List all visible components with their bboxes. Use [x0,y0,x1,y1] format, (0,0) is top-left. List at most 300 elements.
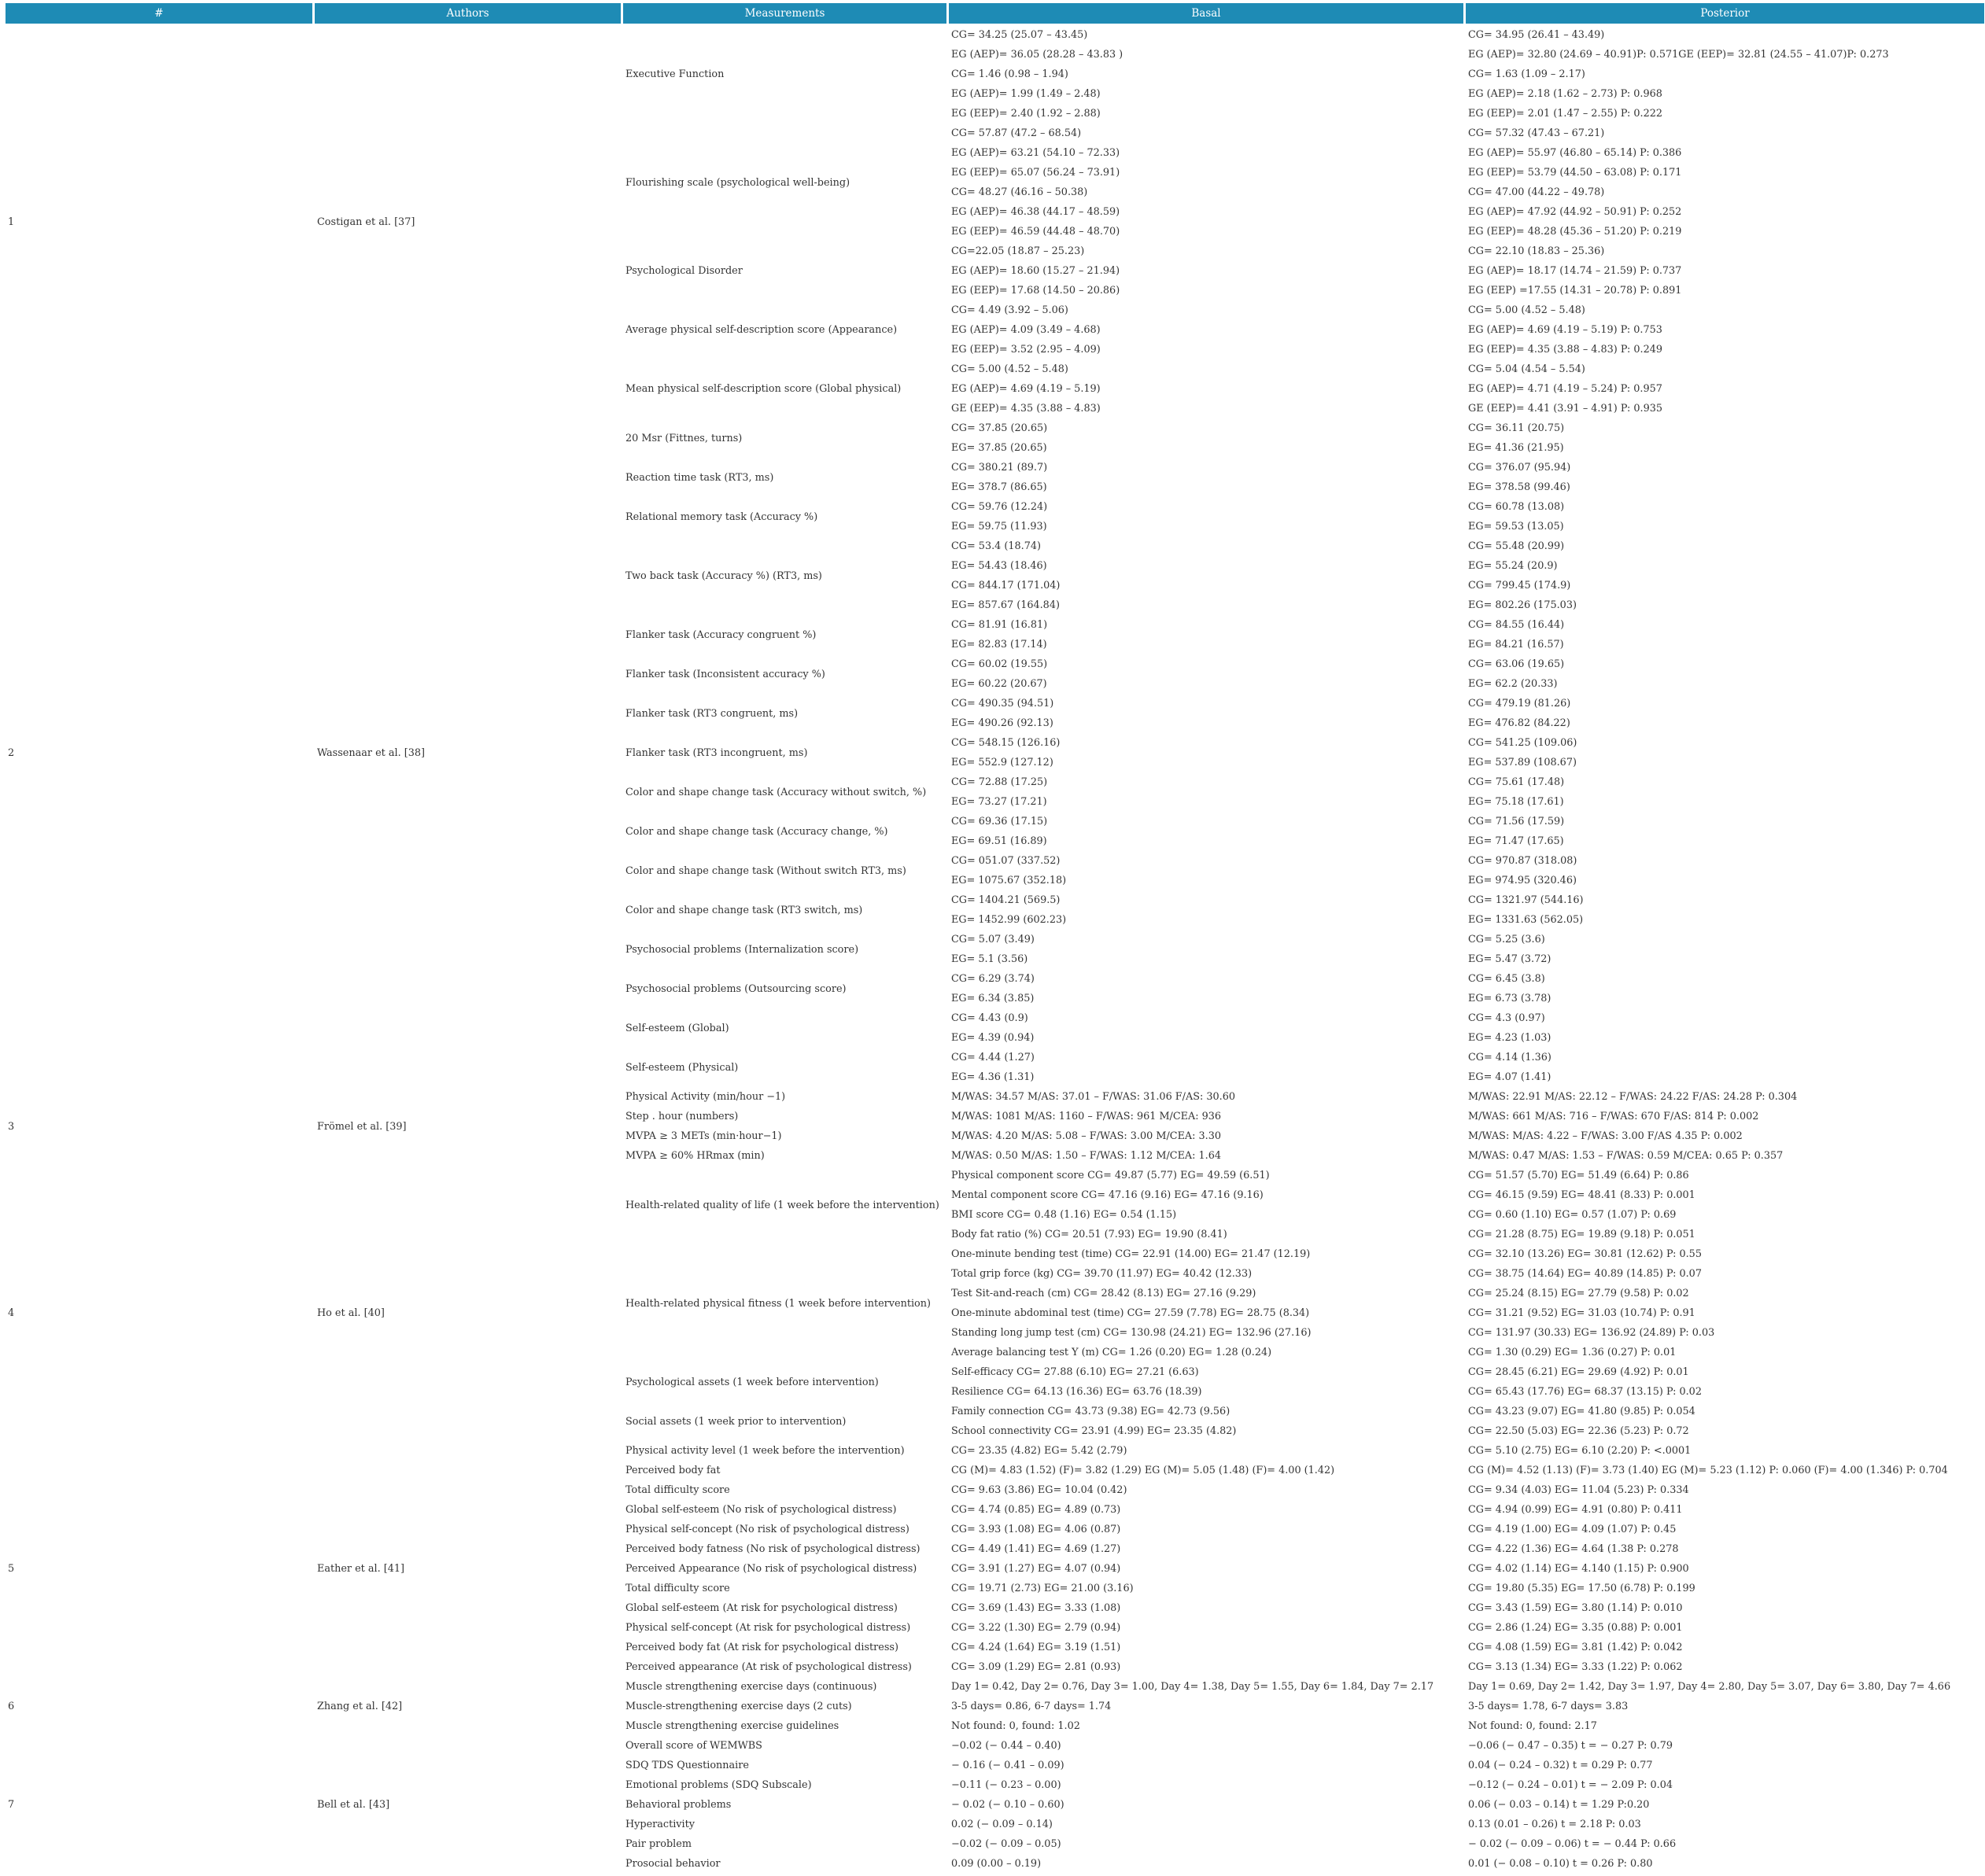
posterior-value-line: −0.06 (− 0.47 – 0.35) t = − 0.27 P: 0.79 [1468,1740,1673,1752]
posterior-cell [1466,123,1984,241]
basal-cell [949,123,1463,241]
posterior-value-line: M/WAS: 22.91 M/AS: 22.12 – F/WAS: 24.22 F/AS: 24.28 P: 0.304 [1468,1091,1798,1103]
basal-value-line: M/WAS: 4.20 M/AS: 5.08 – F/WAS: 3.00 M/CEA: 3.30 [951,1130,1222,1142]
basal-value-line: CG= 34.25 (25.07 – 43.45) [951,29,1088,41]
posterior-cell [1466,1697,1984,1716]
posterior-value-line: EG= 537.89 (108.67) [1468,757,1577,768]
study-number: 3 [8,1120,15,1133]
posterior-value-line: 0.06 (− 0.03 – 0.14) t = 1.29 P:0.20 [1468,1799,1650,1811]
header-row [6,3,1984,25]
basal-value-line: CG= 5.07 (3.49) [951,934,1035,945]
posterior-value-line: CG= 479.19 (81.26) [1468,698,1571,709]
posterior-cell [1466,1500,1984,1520]
basal-value-line: EG= 60.22 (20.67) [951,678,1047,690]
posterior-cell [1466,418,1984,458]
basal-cell [949,1500,1463,1520]
posterior-value-line: CG= 9.34 (4.03) EG= 11.04 (5.23) P: 0.334 [1468,1484,1689,1496]
posterior-cell [1466,890,1984,930]
posterior-value-line: EG= 71.47 (17.65) [1468,835,1564,847]
posterior-value-line: CG= 5.10 (2.75) EG= 6.10 (2.20) P: <.0001 [1468,1445,1692,1457]
posterior-value-line: M/WAS: M/AS: 4.22 – F/WAS: 3.00 F/AS 4.35 P: 0.002 [1468,1130,1743,1142]
posterior-cell [1466,1107,1984,1126]
posterior-value-line: EG= 802.26 (175.03) [1468,599,1577,611]
basal-value-line: CG= 23.35 (4.82) EG= 5.42 (2.79) [951,1445,1127,1457]
posterior-cell [1466,1402,1984,1441]
measurement-cell: Step . hour (numbers) [625,1111,739,1122]
measurement-cell: Perceived body fatness (No risk of psychological distress) [625,1543,921,1555]
posterior-value-line: CG= 22.50 (5.03) EG= 22.36 (5.23) P: 0.72 [1468,1425,1689,1437]
basal-cell [949,930,1463,969]
basal-cell [949,1756,1463,1775]
basal-cell [949,1716,1463,1736]
posterior-value-line: CG= 57.32 (47.43 – 67.21) [1468,127,1605,139]
posterior-cell [1466,969,1984,1008]
posterior-value-line: EG= 476.82 (84.22) [1468,717,1570,729]
posterior-cell [1466,851,1984,890]
posterior-cell [1466,1815,1984,1834]
basal-value-line: EG= 490.26 (92.13) [951,717,1053,729]
basal-cell [949,1461,1463,1480]
basal-cell [949,1048,1463,1087]
measurement-cell: Psychosocial problems (Outsourcing score) [625,982,847,995]
posterior-value-line: CG= 4.3 (0.97) [1468,1012,1545,1024]
study-number: 5 [8,1563,15,1575]
posterior-cell [1466,1598,1984,1618]
posterior-value-line: CG= 376.07 (95.94) [1468,462,1571,474]
posterior-value-line: CG= 19.80 (5.35) EG= 17.50 (6.78) P: 0.199 [1468,1583,1695,1594]
posterior-value-line: EG= 378.58 (99.46) [1468,481,1570,493]
posterior-cell [1466,1854,1984,1874]
basal-value-line: EG= 4.36 (1.31) [951,1071,1035,1083]
measurement-cell: Mean physical self-description score (Global physical) [625,383,902,395]
posterior-cell [1466,536,1984,615]
posterior-value-line: EG (AEP)= 2.18 (1.62 – 2.73) P: 0.968 [1468,88,1662,100]
posterior-value-line: 0.04 (− 0.24 – 0.32) t = 0.29 P: 0.77 [1468,1760,1653,1771]
posterior-value-line: EG (EEP)= 53.79 (44.50 – 63.08) P: 0.171 [1468,167,1682,179]
posterior-cell [1466,930,1984,969]
measurement-cell: Two back task (Accuracy %) (RT3, ms) [625,569,822,582]
basal-value-line: EG (EEP)= 65.07 (56.24 – 73.91) [951,167,1120,179]
basal-value-line: CG= 380.21 (89.7) [951,462,1048,474]
basal-value-line: CG= 3.09 (1.29) EG= 2.81 (0.93) [951,1661,1121,1673]
measurement-cell: 20 Msr (Fittnes, turns) [625,432,743,444]
posterior-cell [1466,1244,1984,1362]
table-body [6,25,1984,1874]
table-row [6,418,1984,458]
posterior-cell [1466,1618,1984,1638]
measurement-cell: Flanker task (Accuracy congruent %) [625,628,817,641]
measurement-cell: Relational memory task (Accuracy %) [625,510,818,523]
posterior-cell [1466,1048,1984,1087]
basal-value-line: CG= 548.15 (126.16) [951,737,1061,749]
posterior-cell [1466,1834,1984,1854]
header-basal: Basal [949,3,1463,25]
posterior-value-line: EG= 6.73 (3.78) [1468,993,1551,1004]
basal-value-line: − 0.02 (− 0.10 – 0.60) [951,1799,1064,1811]
posterior-value-line: CG= 4.19 (1.00) EG= 4.09 (1.07) P: 0.45 [1468,1524,1677,1535]
basal-value-line: EG (AEP)= 46.38 (44.17 – 48.59) [951,206,1120,218]
posterior-cell [1466,1539,1984,1559]
posterior-cell [1466,1126,1984,1146]
basal-value-line: CG= 3.93 (1.08) EG= 4.06 (0.87) [951,1524,1121,1535]
basal-value-line: EG= 1075.67 (352.18) [951,875,1067,886]
basal-value-line: CG= 4.74 (0.85) EG= 4.89 (0.73) [951,1504,1121,1516]
posterior-value-line: CG= 34.95 (26.41 – 43.49) [1468,29,1605,41]
posterior-value-line: CG= 63.06 (19.65) [1468,658,1565,670]
study-number: 7 [8,1799,15,1811]
posterior-value-line: CG= 84.55 (16.44) [1468,619,1565,631]
measurement-cell: Color and shape change task (Accuracy change, %) [625,825,888,838]
posterior-value-line: M/WAS: 661 M/AS: 716 – F/WAS: 670 F/AS: 814 P: 0.002 [1468,1111,1759,1122]
basal-value-line: EG (AEP)= 36.05 (28.28 – 43.83 ) [951,49,1123,61]
basal-value-line: EG= 69.51 (16.89) [951,835,1047,847]
basal-value-line: CG= 57.87 (47.2 – 68.54) [951,127,1082,139]
basal-value-line: CG= 37.85 (20.65) [951,422,1048,434]
posterior-value-line: −0.12 (− 0.24 – 0.01) t = − 2.09 P: 0.04 [1468,1779,1673,1791]
measurement-cell: Reaction time task (RT3, ms) [625,471,774,484]
table-row [6,1677,1984,1697]
basal-value-line: EG= 37.85 (20.65) [951,442,1047,454]
basal-cell [949,1166,1463,1244]
posterior-cell [1466,694,1984,733]
measurement-cell: Self-esteem (Physical) [625,1061,739,1074]
basal-cell [949,1539,1463,1559]
basal-value-line: CG (M)= 4.83 (1.52) (F)= 3.82 (1.29) EG (M)= 5.05 (1.48) (F)= 4.00 (1.42) [951,1465,1335,1476]
posterior-value-line: EG= 41.36 (21.95) [1468,442,1564,454]
posterior-cell [1466,1657,1984,1677]
basal-cell [949,1520,1463,1539]
posterior-value-line: EG= 1331.63 (562.05) [1468,914,1584,926]
basal-cell [949,969,1463,1008]
basal-cell [949,536,1463,615]
posterior-cell [1466,497,1984,536]
basal-cell [949,25,1463,123]
posterior-value-line: CG= 4.22 (1.36) EG= 4.64 (1.38 P: 0.278 [1468,1543,1679,1555]
posterior-value-line: CG= 0.60 (1.10) EG= 0.57 (1.07) P: 0.69 [1468,1209,1677,1221]
basal-value-line: EG= 857.67 (164.84) [951,599,1060,611]
posterior-cell [1466,812,1984,851]
posterior-cell [1466,1461,1984,1480]
basal-value-line: Physical component score CG= 49.87 (5.77) EG= 49.59 (6.51) [951,1170,1270,1181]
posterior-value-line: CG= 5.25 (3.6) [1468,934,1545,945]
basal-value-line: CG= 69.36 (17.15) [951,816,1048,827]
posterior-cell [1466,1520,1984,1539]
basal-value-line: CG= 4.43 (0.9) [951,1012,1028,1024]
posterior-cell [1466,1559,1984,1579]
basal-cell [949,1815,1463,1834]
basal-cell [949,300,1463,359]
basal-value-line: −0.11 (− 0.23 – 0.00) [951,1779,1061,1791]
measurement-cell: Health-related quality of life (1 week before the intervention) [625,1199,939,1211]
posterior-value-line: CG= 4.08 (1.59) EG= 3.81 (1.42) P: 0.042 [1468,1642,1683,1653]
posterior-value-line: Day 1= 0.69, Day 2= 1.42, Day 3= 1.97, Day 4= 2.80, Day 5= 3.07, Day 6= 3.80, Day 7= 4.66 [1468,1681,1951,1693]
basal-cell [949,418,1463,458]
basal-cell [949,1146,1463,1166]
posterior-value-line: EG (AEP)= 4.69 (4.19 – 5.19) P: 0.753 [1468,324,1662,336]
posterior-value-line: EG (AEP)= 4.71 (4.19 – 5.24) P: 0.957 [1468,383,1662,395]
posterior-value-line: CG= 131.97 (30.33) EG= 136.92 (24.89) P: 0.03 [1468,1327,1715,1339]
posterior-value-line: EG= 4.23 (1.03) [1468,1032,1551,1044]
posterior-value-line: CG= 36.11 (20.75) [1468,422,1565,434]
basal-value-line: Average balancing test Y (m) CG= 1.26 (0.20) EG= 1.28 (0.24) [951,1347,1272,1358]
basal-value-line: CG= 81.91 (16.81) [951,619,1048,631]
measurement-cell: Muscle strengthening exercise guidelines [625,1720,839,1732]
posterior-value-line: CG= 51.57 (5.70) EG= 51.49 (6.64) P: 0.86 [1468,1170,1689,1181]
basal-cell [949,1618,1463,1638]
basal-cell [949,497,1463,536]
measurement-cell: Color and shape change task (Without switch RT3, ms) [625,864,906,877]
basal-value-line: M/WAS: 0.50 M/AS: 1.50 – F/WAS: 1.12 M/CEA: 1.64 [951,1150,1222,1162]
posterior-cell [1466,1775,1984,1795]
study-number: 4 [8,1307,15,1319]
basal-value-line: M/WAS: 1081 M/AS: 1160 – F/WAS: 961 M/CEA: 936 [951,1111,1222,1122]
basal-cell [949,1008,1463,1048]
basal-value-line: Family connection CG= 43.73 (9.38) EG= 42.73 (9.56) [951,1406,1230,1417]
basal-value-line: EG (EEP)= 46.59 (44.48 – 48.70) [951,226,1120,238]
basal-value-line: CG= 1404.21 (569.5) [951,894,1061,906]
basal-value-line: EG= 54.43 (18.46) [951,560,1047,572]
measurement-cell: Flanker task (RT3 congruent, ms) [625,707,799,720]
measurement-cell: Perceived body fat [625,1465,721,1476]
basal-cell [949,458,1463,497]
basal-value-line: Total grip force (kg) CG= 39.70 (11.97) EG= 40.42 (12.33) [951,1268,1253,1280]
table-row [6,1087,1984,1107]
posterior-cell [1466,733,1984,772]
basal-cell [949,1795,1463,1815]
basal-value-line: EG= 552.9 (127.12) [951,757,1053,768]
header-posterior: Posterior [1466,3,1984,25]
posterior-value-line: CG= 1.63 (1.09 – 2.17) [1468,68,1585,80]
posterior-value-line: − 0.02 (− 0.09 – 0.06) t = − 0.44 P: 0.66 [1468,1838,1677,1850]
posterior-cell [1466,1638,1984,1657]
posterior-value-line: 3-5 days= 1.78, 6-7 days= 3.83 [1468,1701,1629,1712]
basal-value-line: CG= 5.00 (4.52 – 5.48) [951,363,1068,375]
measurement-cell: Color and shape change task (Accuracy without switch, %) [625,786,927,798]
posterior-value-line: CG= 22.10 (18.83 – 25.36) [1468,245,1605,257]
basal-cell [949,772,1463,812]
posterior-value-line: 0.13 (0.01 – 0.26) t = 2.18 P: 0.03 [1468,1819,1641,1830]
basal-cell [949,1244,1463,1362]
basal-cell [949,1677,1463,1697]
posterior-value-line: CG= 75.61 (17.48) [1468,776,1565,788]
posterior-value-line: 0.01 (− 0.08 – 0.10) t = 0.26 P: 0.80 [1468,1858,1653,1870]
measurement-cell: Global self-esteem (No risk of psychological distress) [625,1504,897,1516]
basal-value-line: CG= 1.46 (0.98 – 1.94) [951,68,1068,80]
basal-cell [949,359,1463,418]
study-author: Ho et al. [40] [317,1307,385,1319]
study-author: Bell et al. [43] [317,1799,390,1811]
basal-cell [949,1579,1463,1598]
measurement-cell: Average physical self-description score (Appearance) [625,324,898,336]
posterior-value-line: CG= 47.00 (44.22 – 49.78) [1468,186,1605,198]
study-author: Wassenaar et al. [38] [317,746,425,759]
posterior-cell [1466,1736,1984,1756]
measurement-cell: Physical self-concept (No risk of psychological distress) [625,1524,909,1535]
basal-cell [949,241,1463,300]
basal-cell [949,1559,1463,1579]
posterior-cell [1466,1441,1984,1461]
posterior-cell [1466,772,1984,812]
posterior-value-line: CG= 32.10 (13.26) EG= 30.81 (12.62) P: 0.55 [1468,1248,1702,1260]
basal-value-line: GE (EEP)= 4.35 (3.88 – 4.83) [951,403,1101,415]
basal-cell [949,1834,1463,1854]
posterior-value-line: EG= 59.53 (13.05) [1468,521,1564,533]
posterior-cell [1466,1087,1984,1107]
basal-value-line: One-minute abdominal test (time) CG= 27.59 (7.78) EG= 28.75 (8.34) [951,1307,1310,1319]
basal-value-line: M/WAS: 34.57 M/AS: 37.01 – F/WAS: 31.06 F/AS: 30.60 [951,1091,1235,1103]
posterior-cell [1466,1716,1984,1736]
basal-value-line: Not found: 0, found: 1.02 [951,1720,1080,1732]
posterior-value-line: EG (AEP)= 32.80 (24.69 – 40.91)P: 0.571GE (EEP)= 32.81 (24.55 – 41.07)P: 0.273 [1468,49,1889,61]
measurement-cell: Physical activity level (1 week before the intervention) [625,1445,905,1457]
measurement-cell: Global self-esteem (At risk for psychological distress) [625,1602,898,1614]
measurement-cell: Health-related physical fitness (1 week before intervention) [625,1297,931,1310]
table-row [6,1461,1984,1480]
posterior-value-line: EG (EEP)= 4.35 (3.88 – 4.83) P: 0.249 [1468,344,1663,356]
posterior-value-line: CG= 55.48 (20.99) [1468,540,1565,552]
basal-value-line: CG= 60.02 (19.55) [951,658,1048,670]
posterior-cell [1466,1362,1984,1402]
basal-cell [949,1736,1463,1756]
posterior-value-line: EG= 75.18 (17.61) [1468,796,1564,808]
basal-value-line: 0.02 (− 0.09 – 0.14) [951,1819,1053,1830]
basal-value-line: EG= 6.34 (3.85) [951,993,1035,1004]
posterior-value-line: CG= 3.43 (1.59) EG= 3.80 (1.14) P: 0.010 [1468,1602,1683,1614]
basal-value-line: CG= 3.69 (1.43) EG= 3.33 (1.08) [951,1602,1121,1614]
measurement-cell: Executive Function [625,68,725,80]
measurement-cell: Flanker task (Inconsistent accuracy %) [625,668,825,680]
posterior-value-line: CG= 1.30 (0.29) EG= 1.36 (0.27) P: 0.01 [1468,1347,1677,1358]
basal-value-line: CG=22.05 (18.87 – 25.23) [951,245,1085,257]
posterior-value-line: CG= 43.23 (9.07) EG= 41.80 (9.85) P: 0.054 [1468,1406,1695,1417]
basal-value-line: EG= 378.7 (86.65) [951,481,1047,493]
posterior-value-line: CG= 65.43 (17.76) EG= 68.37 (13.15) P: 0.02 [1468,1386,1702,1398]
header-number: # [6,3,312,25]
study-number: 1 [8,216,15,228]
posterior-value-line: CG= 1321.97 (544.16) [1468,894,1584,906]
posterior-value-line: CG= 28.45 (6.21) EG= 29.69 (4.92) P: 0.01 [1468,1366,1689,1378]
posterior-value-line: CG= 4.14 (1.36) [1468,1052,1551,1063]
basal-value-line: EG (EEP)= 3.52 (2.95 – 4.09) [951,344,1101,356]
posterior-value-line: EG (AEP)= 55.97 (46.80 – 65.14) P: 0.386 [1468,147,1682,159]
measurement-cell: Psychological Disorder [625,265,743,277]
basal-value-line: Day 1= 0.42, Day 2= 0.76, Day 3= 1.00, Day 4= 1.38, Day 5= 1.55, Day 6= 1.84, Day 7= 2.17 [951,1681,1434,1693]
table-row [6,1736,1984,1756]
posterior-value-line: CG= 60.78 (13.08) [1468,501,1565,513]
posterior-value-line: CG= 5.04 (4.54 – 5.54) [1468,363,1585,375]
basal-cell [949,733,1463,772]
posterior-value-line: EG= 55.24 (20.9) [1468,560,1558,572]
posterior-value-line: CG= 21.28 (8.75) EG= 19.89 (9.18) P: 0.051 [1468,1229,1695,1240]
measurement-cell: Overall score of WEMWBS [625,1740,762,1752]
basal-value-line: CG= 051.07 (337.52) [951,855,1061,867]
study-author: Costigan et al. [37] [317,216,415,228]
basal-value-line: EG= 82.83 (17.14) [951,639,1047,651]
basal-value-line: CG= 490.35 (94.51) [951,698,1054,709]
header-measurements: Measurements [623,3,946,25]
basal-value-line: EG (AEP)= 1.99 (1.49 – 2.48) [951,88,1101,100]
basal-value-line: BMI score CG= 0.48 (1.16) EG= 0.54 (1.15) [951,1209,1177,1221]
posterior-cell [1466,1677,1984,1697]
study-number: 6 [8,1701,15,1712]
basal-value-line: EG (EEP)= 2.40 (1.92 – 2.88) [951,108,1101,120]
basal-value-line: CG= 844.17 (171.04) [951,580,1061,592]
measurement-cell: Perceived appearance (At risk of psychological distress) [625,1661,912,1673]
basal-value-line: EG= 5.1 (3.56) [951,953,1028,965]
basal-cell [949,1107,1463,1126]
basal-value-line: CG= 4.24 (1.64) EG= 3.19 (1.51) [951,1642,1121,1653]
posterior-value-line: Not found: 0, found: 2.17 [1468,1720,1597,1732]
basal-value-line: −0.02 (− 0.09 – 0.05) [951,1838,1061,1850]
study-author: Frömel et al. [39] [317,1120,407,1133]
basal-value-line: CG= 3.22 (1.30) EG= 2.79 (0.94) [951,1622,1121,1634]
basal-cell [949,1362,1463,1402]
posterior-value-line: CG= 38.75 (14.64) EG= 40.89 (14.85) P: 0.07 [1468,1268,1702,1280]
posterior-value-line: EG= 4.07 (1.41) [1468,1071,1551,1083]
basal-value-line: CG= 3.91 (1.27) EG= 4.07 (0.94) [951,1563,1121,1575]
basal-cell [949,1638,1463,1657]
basal-value-line: CG= 9.63 (3.86) EG= 10.04 (0.42) [951,1484,1127,1496]
posterior-value-line: CG= 970.87 (318.08) [1468,855,1577,867]
posterior-cell [1466,359,1984,418]
header-authors: Authors [315,3,621,25]
measurement-cell: Muscle strengthening exercise days (continuous) [625,1681,877,1693]
basal-cell [949,812,1463,851]
measurement-cell: Total difficulty score [625,1583,730,1594]
posterior-cell [1466,615,1984,654]
basal-cell [949,615,1463,654]
basal-value-line: CG= 48.27 (46.16 – 50.38) [951,186,1088,198]
basal-value-line: CG= 4.49 (3.92 – 5.06) [951,304,1068,316]
posterior-cell [1466,241,1984,300]
basal-value-line: EG (AEP)= 18.60 (15.27 – 21.94) [951,265,1120,277]
posterior-value-line: EG (AEP)= 47.92 (44.92 – 50.91) P: 0.252 [1468,206,1682,218]
posterior-value-line: EG (EEP)= 2.01 (1.47 – 2.55) P: 0.222 [1468,108,1663,120]
posterior-value-line: M/WAS: 0.47 M/AS: 1.53 – F/WAS: 0.59 M/CEA: 0.65 P: 0.357 [1468,1150,1784,1162]
results-table [3,3,1985,1874]
posterior-cell [1466,25,1984,123]
basal-value-line: 0.09 (0.00 – 0.19) [951,1858,1042,1870]
basal-value-line: EG= 59.75 (11.93) [951,521,1047,533]
posterior-value-line: GE (EEP)= 4.41 (3.91 – 4.91) P: 0.935 [1468,403,1663,415]
posterior-value-line: EG (EEP) =17.55 (14.31 – 20.78) P: 0.891 [1468,285,1682,297]
basal-value-line: EG (EEP)= 17.68 (14.50 – 20.86) [951,285,1120,297]
posterior-value-line: CG= 5.00 (4.52 – 5.48) [1468,304,1585,316]
posterior-value-line: EG= 62.2 (20.33) [1468,678,1558,690]
basal-value-line: CG= 4.44 (1.27) [951,1052,1035,1063]
basal-cell [949,654,1463,694]
posterior-cell [1466,1166,1984,1244]
table-row [6,1166,1984,1244]
measurement-cell: Psychosocial problems (Internalization score) [625,943,859,956]
basal-value-line: Standing long jump test (cm) CG= 130.98 (24.21) EG= 132.96 (27.16) [951,1327,1312,1339]
basal-cell [949,890,1463,930]
posterior-value-line: CG= 4.94 (0.99) EG= 4.91 (0.80) P: 0.411 [1468,1504,1683,1516]
basal-cell [949,694,1463,733]
basal-cell [949,1087,1463,1107]
basal-cell [949,851,1463,890]
basal-cell [949,1480,1463,1500]
basal-value-line: CG= 6.29 (3.74) [951,973,1035,985]
basal-cell [949,1854,1463,1874]
basal-value-line: EG= 4.39 (0.94) [951,1032,1035,1044]
posterior-cell [1466,1579,1984,1598]
basal-value-line: CG= 19.71 (2.73) EG= 21.00 (3.16) [951,1583,1134,1594]
basal-value-line: EG= 1452.99 (602.23) [951,914,1067,926]
basal-cell [949,1697,1463,1716]
measurement-cell: Emotional problems (SDQ Subscale) [625,1779,812,1791]
basal-value-line: CG= 53.4 (18.74) [951,540,1041,552]
